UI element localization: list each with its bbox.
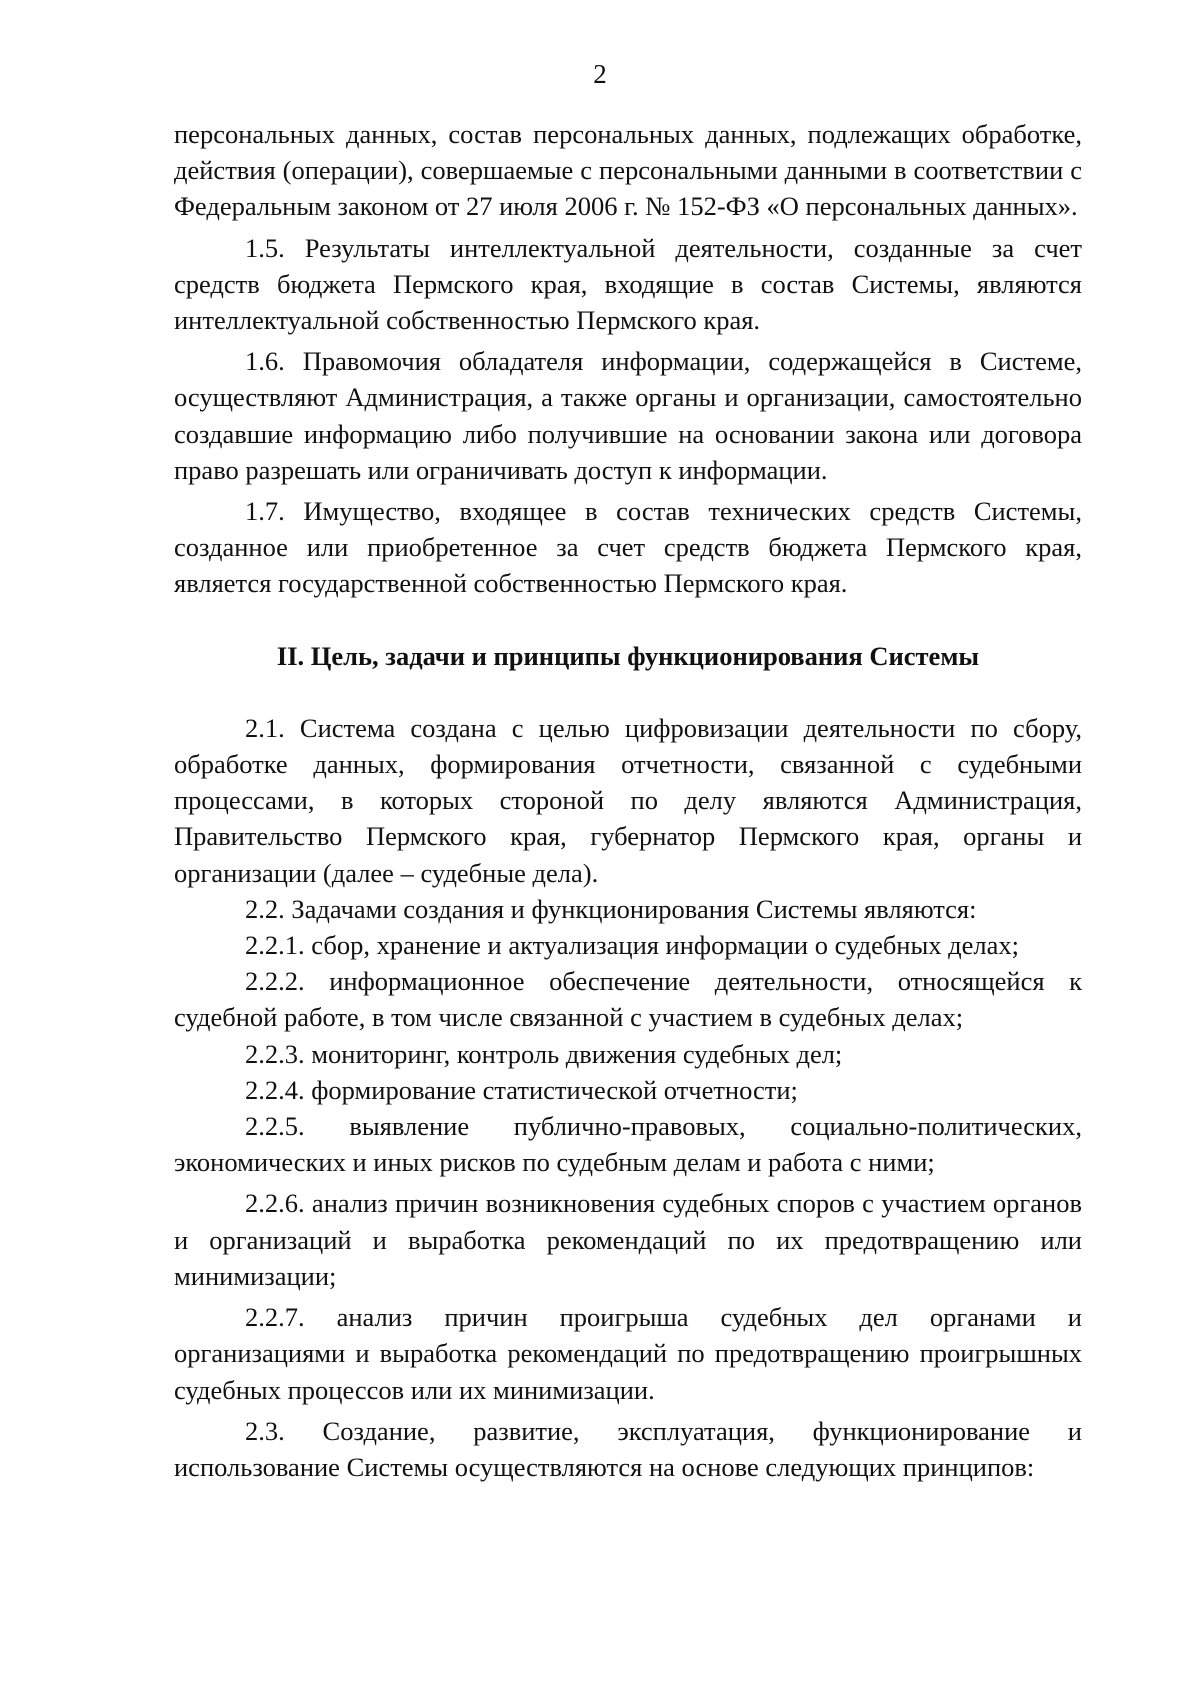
paragraph-continuation: персональных данных, состав персональных данных, подлежащих обработке, действия (операции), совершаемые с персональными данными в соответствии с Федеральным законом от 27 июля 2006 г. № 152-ФЗ «О персональных данных».	[174, 119, 1082, 222]
paragraph-2-2-6: 2.2.6. анализ причин возникновения судебных споров с участием органов и организаций и выработка рекомендаций по их предотвращению или минимизации;	[174, 1188, 1082, 1291]
paragraph-2-3: 2.3. Создание, развитие, эксплуатация, функционирование и использование Системы осуществляются на основе следующих принципов:	[174, 1415, 1082, 1482]
paragraph-1-7: 1.7. Имущество, входящее в состав технических средств Системы, созданное или приобретенное за счет средств бюджета Пермского края, является государственной собственностью Пермского края.	[174, 496, 1082, 599]
paragraph-2-2-7: 2.2.7. анализ причин проигрыша судебных дел органами и организациями и выработка рекомендаций по предотвращению проигрышных судебных процессов или их минимизации.	[174, 1302, 1082, 1405]
page-number: 2	[593, 59, 607, 89]
section-heading: II. Цель, задачи и принципы функционирования Системы	[276, 640, 980, 671]
paragraph-2-2: 2.2. Задачами создания и функционирования Системы являются:	[245, 893, 977, 924]
paragraph-2-1: 2.1. Система создана с целью цифровизации деятельности по сбору, обработке данных, формирования отчетности, связанной с судебными процессами, в которых стороной по делу являются Администрация, Правительство Пермского края, губернатор Пермского края, органы и организации (далее – судебные дела).	[174, 712, 1082, 888]
paragraph-1-6: 1.6. Правомочия обладателя информации, содержащейся в Системе, осуществляют Администрация, а также органы и организации, самостоятельно создавшие информацию либо получившие на основании закона или договора право разрешать или ограничивать доступ к информации.	[174, 346, 1082, 485]
paragraph-2-2-3: 2.2.3. мониторинг, контроль движения судебных дел;	[245, 1038, 843, 1069]
paragraph-2-2-2: 2.2.2. информационное обеспечение деятельности, относящейся к судебной работе, в том числе связанной с участием в судебных делах;	[174, 966, 1082, 1033]
paragraph-2-2-4: 2.2.4. формирование статистической отчетности;	[245, 1074, 798, 1105]
paragraph-1-5: 1.5. Результаты интеллектуальной деятельности, созданные за счет средств бюджета Пермского края, входящие в состав Системы, являются интеллектуальной собственностью Пермского края.	[174, 232, 1082, 336]
paragraph-2-2-1: 2.2.1. сбор, хранение и актуализация информации о судебных делах;	[245, 930, 1020, 961]
document-body	[174, 116, 1082, 1485]
paragraph-2-2-5: 2.2.5. выявление публично-правовых, социально-политических, экономических и иных рисков по судебным делам и работа с ними;	[174, 1111, 1082, 1178]
